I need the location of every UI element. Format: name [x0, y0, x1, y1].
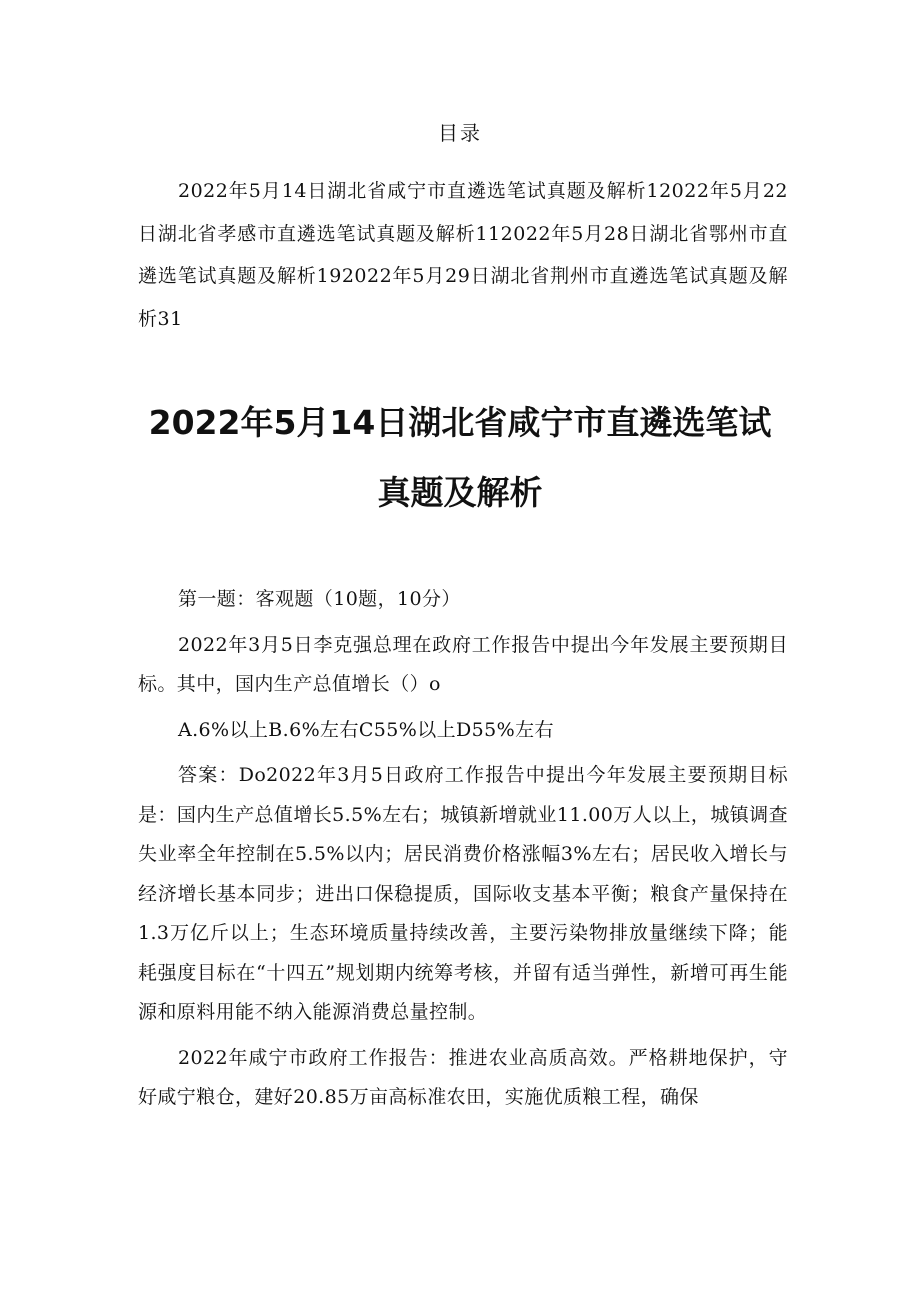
report-paragraph: 2022年咸宁市政府工作报告：推进农业高质高效。严格耕地保护，守好咸宁粮仓，建好20.85万亩高标准农田，实施优质粮工程，确保	[138, 1046, 788, 1108]
document-content	[138, 580, 788, 1118]
toc-heading: 目录	[438, 121, 482, 145]
document-title-line-2: 真题及解析	[377, 473, 543, 512]
answer-options: A.6%以上B.6%左右C55%以上D55%左右	[178, 718, 554, 741]
document-title-line-1: 2022年5月14日湖北省咸宁市直遴选笔试	[148, 403, 772, 442]
document-title	[0, 388, 920, 528]
toc-entries: 2022年5月14日湖北省咸宁市直遴选笔试真题及解析12022年5月22日湖北省孝感市直遴选笔试真题及解析112022年5月28日湖北省鄂州市直遴选笔试真题及解析192022年5月29日湖北省荆州市直遴选笔试真题及解析31	[138, 180, 788, 330]
section-heading: 第一题：客观题（10题，10分）	[178, 588, 461, 610]
answer-explanation: 答案：Do2022年3月5日政府工作报告中提出今年发展主要预期目标是：国内生产总值增长5.5%左右；城镇新增就业11.00万人以上，城镇调查失业率全年控制在5.5%以内；居民消费价格涨幅3%左右；居民收入增长与经济增长基本同步；进出口保稳提质，国际收支基本平衡；粮食产量保持在1.3万亿斤以上；生态环境质量持续改善，主要污染物排放量继续下降；能耗强度目标在“十四五”规划期内统筹考核，并留有适当弹性，新增可再生能源和原料用能不纳入能源消费总量控制。	[138, 764, 788, 1023]
question-text: 2022年3月5日李克强总理在政府工作报告中提出今年发展主要预期目标。其中，国内生产总值增长（）o	[138, 633, 788, 695]
